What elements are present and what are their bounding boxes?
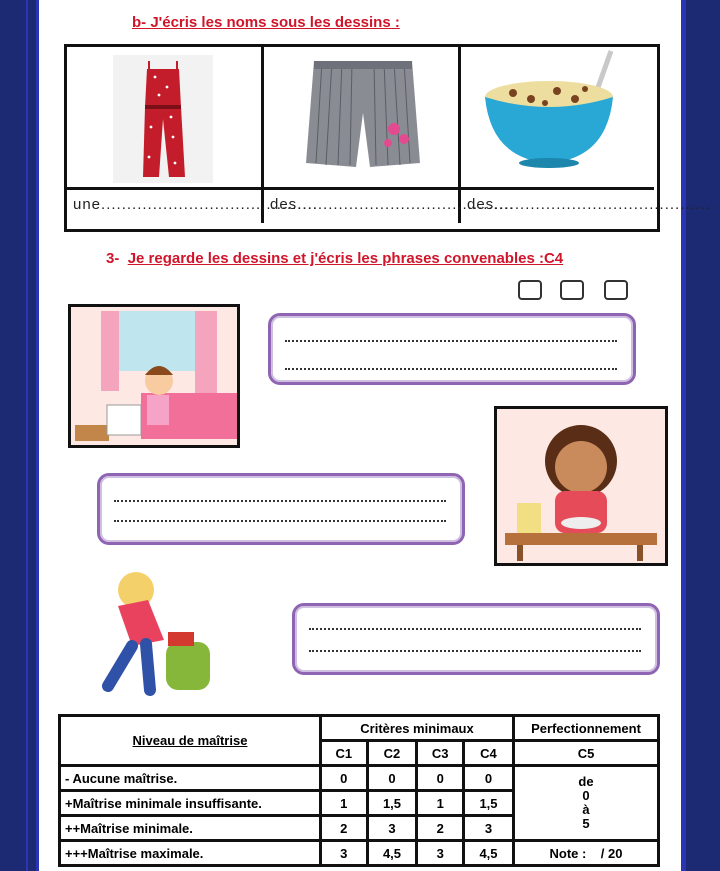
evaluation-grid (58, 714, 660, 867)
page-border-left (26, 0, 28, 871)
girl-eating-breakfast-image (497, 409, 665, 563)
section-b-heading: b- J'écris les noms sous les dessins : (132, 14, 400, 31)
sentence-box-3[interactable] (292, 603, 660, 675)
grade-checkbox-3[interactable] (604, 280, 628, 300)
picture-cell-2 (264, 47, 461, 187)
red-jumpsuit-image (67, 47, 261, 187)
sentence-box-1[interactable] (268, 313, 636, 385)
page-border-right (684, 0, 686, 871)
cereal-bowl-image (461, 47, 654, 187)
col-c3: C3 (417, 741, 464, 766)
grid-row: +Maîtrise minimale insuffisante. 1 1,5 1 1,5 (60, 791, 659, 816)
header-niveau: Niveau de maîtrise (60, 716, 321, 766)
scene-girl-waking-up (68, 304, 240, 448)
grid-row: - Aucune maîtrise. 0 0 0 0 de 0 à 5 (60, 766, 659, 791)
girl-waking-up-image (71, 307, 237, 445)
grade-checkbox-2[interactable] (560, 280, 584, 300)
col-c4: C4 (463, 741, 513, 766)
answer-cell-3[interactable]: des.......................................... (461, 187, 654, 223)
grade-checkbox-1[interactable] (518, 280, 542, 300)
picture-cell-1 (67, 47, 264, 187)
col-c2: C2 (367, 741, 417, 766)
sentence-box-2[interactable] (97, 473, 465, 545)
col-c5: C5 (514, 741, 659, 766)
c5-range: de 0 à 5 (514, 766, 659, 841)
scene-girl-packing-bag (86, 566, 216, 696)
answer-cell-1[interactable]: une.......................................... (67, 187, 264, 223)
picture-cell-3 (461, 47, 654, 187)
col-c1: C1 (321, 741, 368, 766)
header-criteres: Critères minimaux (321, 716, 514, 741)
note-cell[interactable]: Note : / 20 (514, 841, 659, 866)
grid-row: ++Maîtrise minimale. 2 3 2 3 (60, 816, 659, 841)
picture-naming-table (64, 44, 712, 232)
girl-packing-school-bag-image (86, 566, 216, 696)
answer-cell-2[interactable]: des.......................................... (264, 187, 461, 223)
scene-girl-eating (494, 406, 668, 566)
header-perfectionnement: Perfectionnement (514, 716, 659, 741)
grid-row: +++Maîtrise maximale. 3 4,5 3 4,5 Note : / 20 (60, 841, 659, 866)
striped-shorts-image (264, 47, 458, 187)
section-3-heading: 3- Je regarde les dessins et j'écris les phrases convenables :C4 (106, 250, 564, 267)
